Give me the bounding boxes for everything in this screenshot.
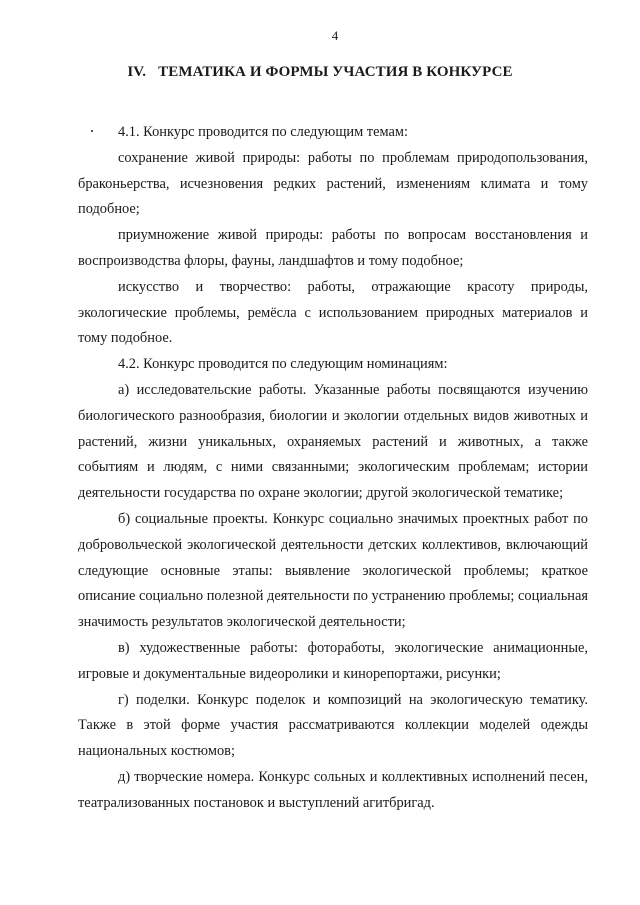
page-number: 4 xyxy=(331,28,339,43)
document-body xyxy=(78,120,588,817)
paragraph-nomination-art: в) художественные работы: фотоработы, экологические анимационные, игровые и документальные видеоролики и кинорепортажи, рисунки; xyxy=(78,639,588,682)
paragraph-nomination-performances: д) творческие номера. Конкурс сольных и коллективных исполнений песен, театрализованных постановок и выступлений агитбригад. xyxy=(78,768,588,811)
section-heading xyxy=(0,64,640,81)
section-number: IV. xyxy=(127,64,147,80)
paragraph-topic-art: искусство и творчество: работы, отражающие красоту природы, экологические проблемы, ремёсла с использованием природных материалов и тому подобное. xyxy=(78,278,588,347)
section-title: ТЕМАТИКА И ФОРМЫ УЧАСТИЯ В КОНКУРСЕ xyxy=(158,64,513,80)
paragraph-topic-preservation: сохранение живой природы: работы по проблемам природопользования, браконьерства, исчезновения редких растений, изменениям климата и тому подобное; xyxy=(78,149,588,218)
paragraph-nomination-research: а) исследовательские работы. Указанные работы посвящаются изучению биологического разнообразия, биологии и экологии отдельных видов животных и растений, жизни уникальных, охраняемых растений и животных, а также событиям и людям, с ними связанными; экологическим проблемам; истории деятельности государства по охране экологии; другой экологической тематике; xyxy=(78,381,588,502)
paragraph-4-1-intro: 4.1. Конкурс проводится по следующим темам: xyxy=(118,124,408,140)
paragraph-nomination-crafts: г) поделки. Конкурс поделок и композиций на экологическую тематику. Также в этой форме участия рассматриваются коллекции моделей одежды национальных костюмов; xyxy=(78,691,588,760)
paragraph-nomination-social: б) социальные проекты. Конкурс социально значимых проектных работ по добровольческой экологической деятельности детских коллективов, включающий следующие основные этапы: выявление экологической проблемы; краткое описание социально полезной деятельности по устранению проблемы; социальная значимость результатов экологической деятельности; xyxy=(78,510,588,631)
paragraph-4-2-intro: 4.2. Конкурс проводится по следующим номинациям: xyxy=(118,356,448,373)
paragraph-topic-multiplication: приумножение живой природы: работы по вопросам восстановления и воспроизводства флоры, фауны, ландшафтов и тому подобное; xyxy=(78,227,588,269)
